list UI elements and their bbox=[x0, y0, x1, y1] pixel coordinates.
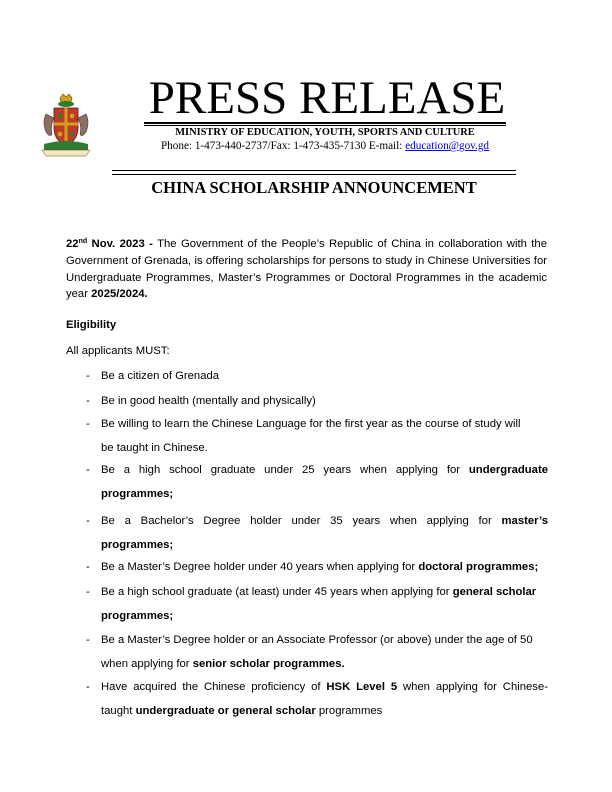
announcement-title: CHINA SCHOLARSHIP ANNOUNCEMENT bbox=[151, 178, 477, 197]
eligibility-lead: All applicants MUST: bbox=[66, 345, 170, 357]
eligibility-heading: Eligibility bbox=[66, 319, 117, 331]
eligibility-list: - Be a citizen of Grenada - Be in good health (mentally and physically) - Be willing to learn the Chinese Language for the first year as the course of study will be taught in Chinese. - Be a high school graduate under 25 years when applying for undergraduate programmes; - Be a Bachelor’s Degree holder under 35 years when applying for master’s programmes; - Be a Master’s Degree holder under 40 years when applying for doctoral programmes; - Be a high school graduate (at least) under 45 years when applying for general scholar programmes; - Be a Master’s Degree holder or an Associate Professor (or above) under the age of 50 when applying for senior scholar programmes. - Have acquired the Chinese proficiency of HSK Level 5 when applying for Chinese- taught undergraduate or general scholar programmes bbox=[0, 0, 612, 792]
email-link[interactable]: education@gov.gd bbox=[405, 140, 490, 152]
academic-year: 2025/2024. bbox=[91, 288, 148, 301]
list-dash: - bbox=[86, 561, 90, 573]
list-dash: - bbox=[86, 634, 90, 646]
list-dash: - bbox=[86, 395, 90, 407]
intro-paragraph: 22nd Nov. 2023 - The Government of the People’s Republic of China in collaboration with the Government of Grenada, is offering scholarships for persons to study in Chinese Universities for Undergraduate Programmes, Master’s Programmes or Doctoral Programmes in the academic year 2025/2024. bbox=[66, 238, 548, 301]
ministry-name: MINISTRY OF EDUCATION, YOUTH, SPORTS AND CULTURE bbox=[175, 127, 475, 138]
list-dash: - bbox=[86, 681, 90, 693]
list-dash: - bbox=[86, 418, 90, 430]
list-dash: - bbox=[86, 464, 90, 476]
intro-date: 22nd Nov. 2023 - bbox=[66, 238, 153, 250]
contact-phone-fax: Phone: 1-473-440-2737/Fax: 1-473-435-7130 E-mail: bbox=[160, 140, 406, 152]
list-dash: - bbox=[86, 586, 90, 598]
list-dash: - bbox=[86, 515, 90, 527]
list-dash: - bbox=[86, 370, 90, 382]
press-release-title: PRESS RELEASE bbox=[148, 72, 506, 124]
